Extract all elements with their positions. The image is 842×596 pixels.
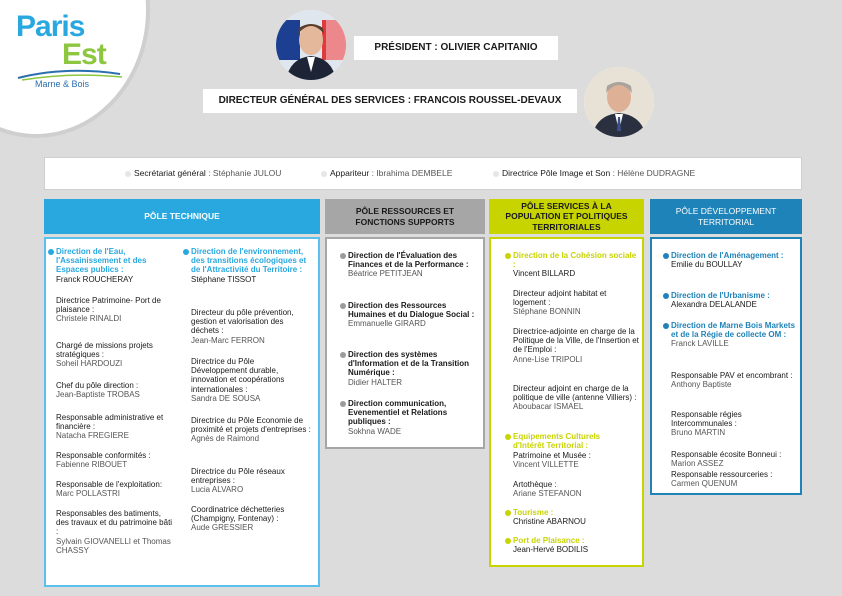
org-entry: Direction de l'Évaluation des Finances et de la Performance : Béatrice PETITJEAN xyxy=(348,251,478,279)
org-entry: Responsable conformités : Fabienne RIBOUET xyxy=(56,451,151,470)
dgs-photo xyxy=(584,67,654,137)
pole-ressources-column xyxy=(325,237,485,449)
org-entry: Directrice du Pôle Développement durable, innovation et coopérations internationales : Sandra DE SOUSA xyxy=(191,357,285,403)
org-entry: Artothèque : Ariane STEFANON xyxy=(513,480,582,499)
bullet-icon xyxy=(505,434,511,440)
org-entry: Responsable régies Intercommunales : Bruno MARTIN xyxy=(671,410,742,438)
paris-est-logo xyxy=(16,10,126,94)
bullet-icon xyxy=(493,171,499,177)
org-entry: Directeur adjoint habitat et logement : Stéphane BONNIN xyxy=(513,289,607,317)
org-entry: Direction de l'Urbanisme : Alexandra DELALANDE xyxy=(671,291,797,309)
org-entry: Directeur adjoint en charge de la politique de ville (antenne Villiers) : Aboubacar ISMAEL xyxy=(513,384,637,412)
org-entry: Direction des systèmes d'Information et de la Transition Numérique : Didier HALTER xyxy=(348,350,478,387)
bullet-icon xyxy=(321,171,327,177)
org-entry: Directrice du Pôle réseaux entreprises : Lucia ALVARO xyxy=(191,467,285,495)
bullet-icon xyxy=(125,171,131,177)
bullet-icon xyxy=(183,249,189,255)
bullet-icon xyxy=(340,303,346,309)
org-entry: Direction des Ressources Humaines et du Dialogue Social : Emmanuelle GIRARD xyxy=(348,301,478,329)
secretariat-bar xyxy=(44,157,802,190)
org-entry: Direction de l'Aménagement : Emilie du BOULLAY xyxy=(671,251,797,269)
pole-services-header: PÔLE SERVICES À LA POPULATION ET POLITIQUES TERRITORIALES xyxy=(489,199,644,234)
org-entry: Directrice Patrimoine- Port de plaisance : Christele RINALDI xyxy=(56,296,161,324)
bullet-icon xyxy=(340,253,346,259)
org-entry: Direction de la Cohésion sociale : Vincent BILLARD xyxy=(513,251,639,279)
pole-services-column xyxy=(489,237,644,567)
pole-technique-column xyxy=(44,237,320,587)
logo-tagline: Marne & Bois xyxy=(35,79,90,89)
logo-word-paris: Paris xyxy=(16,10,85,43)
org-entry: Coordinatrice déchetteries (Champigny, Fontenay) : Aude GRESSIER xyxy=(191,505,285,533)
pole-developpement-column xyxy=(650,237,802,495)
org-entry: Direction communication, Evenementiel et Relations publiques : Sokhna WADE xyxy=(348,399,478,436)
org-entry: Directrice du Pôle Economie de proximité et projets d'entreprises : Agnès de Raimond xyxy=(191,416,311,444)
org-entry: Responsable écosite Bonneui : Marion ASSEZ xyxy=(671,450,782,469)
pole-technique-header: PÔLE TECHNIQUE xyxy=(44,199,320,234)
dgs-title: DIRECTEUR GÉNÉRAL DES SERVICES : FRANCOIS ROUSSEL-DEVAUX xyxy=(203,89,577,113)
org-entry: Responsable administrative et financière : Natacha FREGIERE xyxy=(56,413,164,441)
org-entry: Responsable de l'exploitation: Marc POLLASTRI xyxy=(56,480,163,499)
bullet-icon xyxy=(340,401,346,407)
org-entry: Equipements Culturels d'Intérêt Territorial : xyxy=(513,432,623,450)
org-entry: Responsable ressourceries : Carmen QUENUM xyxy=(671,470,773,489)
bullet-icon xyxy=(663,253,669,259)
bullet-icon xyxy=(505,253,511,259)
org-entry: Direction de l'Eau, l'Assainissement et des Espaces publics : Franck ROUCHERAY xyxy=(56,247,176,284)
president-photo xyxy=(276,10,346,80)
org-entry: Chef du pôle direction : Jean-Baptiste TROBAS xyxy=(56,381,140,400)
secretariat-item: Secrétariat général : Stéphanie JULOU xyxy=(125,158,281,189)
secretariat-item: Directrice Pôle Image et Son : Hélène DUDRAGNE xyxy=(493,158,695,189)
pole-ressources-header: PÔLE RESSOURCES ET FONCTIONS SUPPORTS xyxy=(325,199,485,234)
org-entry: Patrimoine et Musée : Vincent VILLETTE xyxy=(513,451,591,470)
org-entry: Port de Plaisance : Jean-Hervé BODILIS xyxy=(513,536,639,554)
bullet-icon xyxy=(663,323,669,329)
org-entry: Responsables des batiments, des travaux et du patrimoine bâti : Sylvain GIOVANELLI et Thomas CHASSY xyxy=(56,509,173,555)
bullet-icon xyxy=(48,249,54,255)
org-entry: Chargé de missions projets stratégiques : Soheil HARDOUZI xyxy=(56,341,153,369)
org-entry: Responsable PAV et encombrant : Anthony Baptiste xyxy=(671,371,793,390)
president-title: PRÉSIDENT : OLIVIER CAPITANIO xyxy=(354,36,558,60)
logo-word-est: Est xyxy=(62,38,106,71)
bullet-icon xyxy=(340,352,346,358)
org-entry: Direction de Marne Bois Markets et de la Régie de collecte OM : Franck LAVILLE xyxy=(671,321,797,349)
org-entry: Directrice-adjointe en charge de la Politique de la Ville, de l'Insertion et de l'Emploi : Anne-Lise TRIPOLI xyxy=(513,327,639,364)
bullet-icon xyxy=(505,510,511,516)
secretariat-item: Appariteur : Ibrahima DEMBELE xyxy=(321,158,452,189)
org-entry: Direction de l'environnement, des transitions écologiques et de l'Attractivité du Territoire : Stéphane TISSOT xyxy=(191,247,317,284)
pole-developpement-header: PÔLE DÉVELOPPEMENT TERRITORIAL xyxy=(650,199,802,234)
org-entry: Tourisme : Christine ABARNOU xyxy=(513,508,639,526)
bullet-icon xyxy=(663,293,669,299)
org-entry: Directeur du pôle prévention, gestion et valorisation des déchets : Jean-Marc FERRON xyxy=(191,308,294,345)
bullet-icon xyxy=(505,538,511,544)
